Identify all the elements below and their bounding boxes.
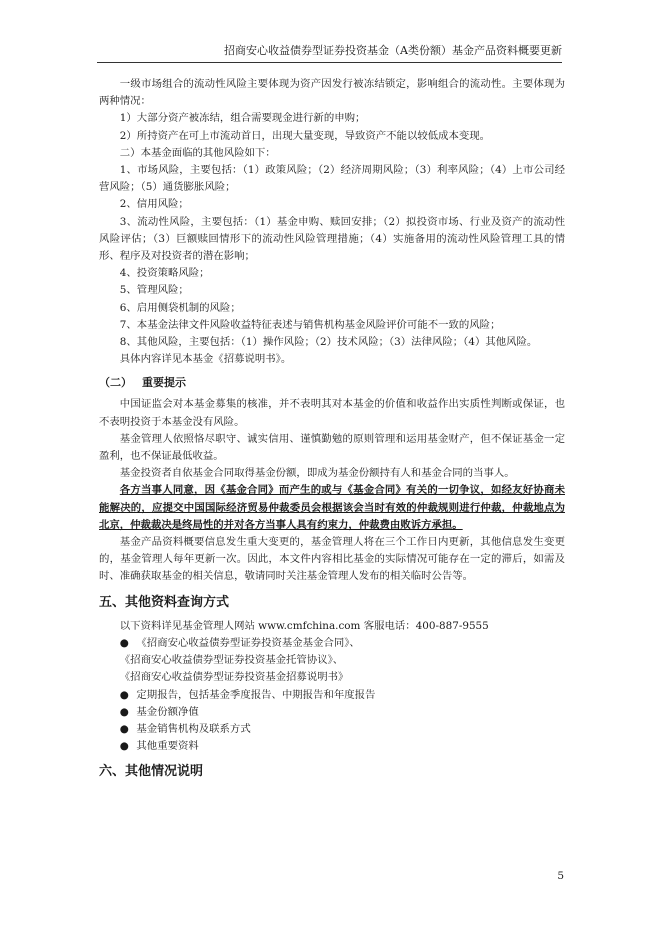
bullet-text: 基金销售机构及联系方式 (136, 722, 251, 735)
risk-paragraph: 5、管理风险； (119, 284, 189, 297)
risk-paragraph: 具体内容详见本基金《招募说明书》。 (119, 353, 292, 366)
risk-paragraph: 1、市场风险，主要包括：（1）政策风险；（2）经济周期风险；（3）利率风险；（4）上市公司经营风险；（5）通货膨胀风险； (99, 164, 565, 194)
risk-paragraph: 二）本基金面临的其他风险如下： (119, 146, 276, 159)
bullet-icon: ● (119, 636, 129, 649)
bullet-item (99, 704, 565, 721)
bullet-icon: ● (119, 722, 129, 735)
risk-paragraph: 7、本基金法律文件风险收益特征表述与销售机构基金风险评价可能不一致的风险； (119, 318, 501, 331)
important-notice-title: 重要提示 (142, 376, 186, 390)
risk-paragraph: 2、信用风险； (119, 198, 189, 211)
arbitration-clause: 各方当事人同意，因《基金合同》而产生的或与《基金合同》有关的一切争议，如经友好协商未能解决的，应提交中国国际经济贸易仲裁委员会根据该会当时有效的仲裁规则进行仲裁，仲裁地点为北京，仲裁裁决是终局性的并对各方当事人具有约束力，仲裁费由败诉方承担。 (99, 484, 565, 531)
document-body (99, 76, 565, 787)
notice-paragraph: 基金投资者自依基金合同取得基金份额，即成为基金份额持有人和基金合同的当事人。 (119, 467, 515, 480)
risk-paragraph: 4、投资策略风险； (119, 267, 210, 280)
bullet-continuation: 《招商安心收益债券型证券投资基金托管协议》、 (119, 654, 344, 667)
risk-paragraph: 一级市场组合的流动性风险主要体现为资产因发行被冻结锁定，影响组合的流动性。主要体现为两种情况： (99, 78, 565, 108)
bullet-item (99, 687, 565, 704)
bullet-text: 定期报告，包括基金季度报告、中期报告和年度报告 (136, 688, 376, 701)
section-5-heading: 五、其他资料查询方式 (99, 594, 230, 610)
bullet-item (99, 721, 565, 738)
bullet-item (99, 738, 565, 755)
page-header (97, 40, 562, 63)
notice-paragraph: 基金产品资料概要信息发生重大变更的，基金管理人将在三个工作日内更新，其他信息发生变更的，基金管理人每年更新一次。因此，本文件内容相比基金的实际情况可能存在一定的滞后，如需及时、准确获取基金的相关信息，敬请同时关注基金管理人发布的相关临时公告等。 (99, 536, 565, 583)
notice-paragraph: 基金管理人依照恪尽职守、诚实信用、谨慎勤勉的原则管理和运用基金财产，但不保证基金一定盈利，也不保证最低收益。 (99, 432, 565, 463)
risk-paragraph: 8、其他风险，主要包括：（1）操作风险；（2）技术风险；（3）法律风险；（4）其他风险。 (119, 336, 538, 349)
bullet-text: 《招商安心收益债券型证券投资基金基金合同》、 (136, 636, 360, 649)
risk-paragraph: 3、流动性风险，主要包括：（1）基金申购、赎回安排；（2）拟投资市场、行业及资产的流动性风险评估；（3）巨额赎回情形下的流动性风险管理措施；（4）实施备用的流动性风险管理工具的情形、程序及对投资者的潜在影响； (99, 215, 565, 263)
header-title: 招商安心收益债券型证券投资基金（A类份额）基金产品资料概要更新 (224, 44, 562, 57)
page-number: 5 (557, 870, 564, 882)
bullet-icon: ● (119, 705, 129, 718)
notice-paragraph: 中国证监会对本基金募集的核准，并不表明其对本基金的价值和收益作出实质性判断或保证，也不表明投资于本基金没有风险。 (99, 398, 565, 428)
important-notice-heading (99, 374, 565, 392)
bullet-item (99, 635, 565, 652)
risk-paragraph: 1）大部分资产被冻结，组合需要现金进行新的申购； (119, 112, 366, 125)
bullet-icon: ● (119, 688, 129, 701)
important-notice-number: （二） (99, 376, 132, 390)
risk-paragraph: 2）所持资产在可上市流动首日，出现大量变现，导致资产不能以较低成本变现。 (119, 129, 491, 142)
bullet-icon: ● (119, 740, 129, 753)
section-5-intro: 以下资料详见基金管理人网站 www.cmfchina.com 客服电话：400-887-9555 (119, 619, 489, 632)
bullet-continuation: 《招商安心收益债券型证券投资基金招募说明书》 (119, 671, 349, 684)
section-6-heading: 六、其他情况说明 (99, 764, 204, 780)
bullet-text: 其他重要资料 (136, 740, 199, 753)
bullet-text: 基金份额净值 (136, 705, 199, 718)
risk-paragraph: 6、启用侧袋机制的风险； (119, 301, 241, 314)
